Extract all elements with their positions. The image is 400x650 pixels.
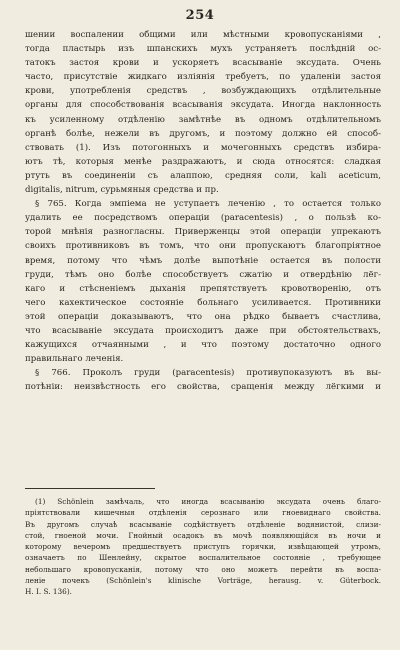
- body-line: органы для способствованія всасыванія эксудата. Иногда наклонность: [25, 100, 381, 111]
- body-line: что всасываніе эксудата происходитъ даже при обстоятельствахъ,: [25, 325, 381, 336]
- footnote-line: пріятствовали кишечныя отдѣленія серознаго или гноевиднаго свойства.: [25, 508, 381, 518]
- section-765-heading-line: § 765. Когда эмпіема не уступаетъ леченію , то остается только: [35, 199, 381, 210]
- footnote-line: стой, гноеной мочи. Гнойный осадокъ въ мочѣ появляющійся въ ночи и: [25, 530, 381, 540]
- footnote-line: небольшаго кровопусканія, потому что оно можетъ перейти въ воспа-: [25, 564, 381, 574]
- body-line: кажущихся отчаянными , и что поэтому достаточно одного: [25, 340, 381, 351]
- body-line: ртуть въ соединеніи съ алаппою, средняя соли, kali aceticum,: [25, 170, 381, 181]
- footnote-line: означаетъ по Шенлейну, скрытое воспалительное состояніе , требующее: [25, 553, 381, 563]
- footnote-line: H. I. S. 136).: [25, 587, 72, 597]
- body-line: этой операціи доказываютъ, что она рѣдко бываетъ счастлива,: [25, 311, 381, 322]
- body-line: татокъ застоя крови и ускоряетъ всасываніе эксудата. Очень: [25, 58, 381, 69]
- body-line: чего кахектическое состояніе больнаго усиливается. Противники: [25, 297, 381, 308]
- body-text: [25, 28, 381, 394]
- body-line: часто, присутствіе жидкаго изліянія требуетъ, по удаленіи застоя: [25, 72, 381, 83]
- body-line: правильнаго леченія.: [25, 354, 124, 365]
- body-line: тогда пластырь изъ шпанскихъ мухъ устраняетъ послѣдній ос-: [25, 44, 381, 55]
- body-line: каго и стѣсненіемъ дыханія препятствуетъ кровотворенію, отъ: [25, 283, 381, 294]
- body-line: ютъ тѣ, которыя менѣе раздражаютъ, и сюда относятся: сладкая: [25, 156, 381, 167]
- body-line: органѣ болѣе, нежели въ другомъ, и поэтому должно ей способ-: [25, 128, 381, 139]
- body-line: своихъ противниковъ въ томъ, что они пропускаютъ благопріятное: [25, 241, 381, 252]
- body-line: потѣніи: неизвѣстность его свойства, сращенія между лёгкими и: [25, 382, 381, 393]
- body-line: ствовать (1). Изъ потогонныхъ и мочегонныхъ средствъ избира-: [25, 142, 381, 153]
- section-766-heading-line: § 766. Проколъ груди (paracentesis) противупоказуютъ въ вы-: [35, 368, 381, 379]
- body-line: шении воспалении общими или мѣстными кровопусканіями ,: [25, 30, 381, 40]
- body-line: удалить ее посредствомъ операціи (paracentesis) , о пользѣ ко-: [25, 213, 381, 224]
- footnote-line: (1) Schönlein замѣчаль, что иногда всасыванію эксудата очень благо-: [35, 497, 381, 506]
- body-line: груди, тѣмъ оно болѣе способствуетъ сжатію и отвердѣнію лёг-: [25, 269, 381, 280]
- body-line: время, потому что чѣмъ долѣе выпотѣніе остается въ полости: [25, 255, 381, 266]
- footnote: [25, 496, 381, 598]
- body-line: къ усиленному отдѣленію замѣтнѣе въ одномъ отдѣлительномъ: [25, 114, 381, 125]
- body-line: торой мнѣнія разногласны. Приверженцы этой операціи упрекаютъ: [25, 227, 381, 238]
- body-line: крови, употребленія средствъ , возбуждающихъ отдѣлительные: [25, 86, 381, 97]
- footnote-line: леніе почекъ (Schönlein's klinische Vorträge, herausg. v. Güterbock.: [25, 576, 381, 586]
- body-line: digitalis, nitrum, сурьмяныя средства и пр.: [25, 185, 219, 196]
- footnote-line: которому вечеромъ предшествуетъ приступъ горячки, извѣщающей утромъ,: [25, 542, 381, 552]
- footnote-divider: [25, 488, 155, 489]
- page-number: 254: [185, 8, 215, 23]
- footnote-line: Въ другомъ случаѣ всасываніе содѣйствуетъ отдѣленіе водянистой, слизи-: [25, 519, 381, 529]
